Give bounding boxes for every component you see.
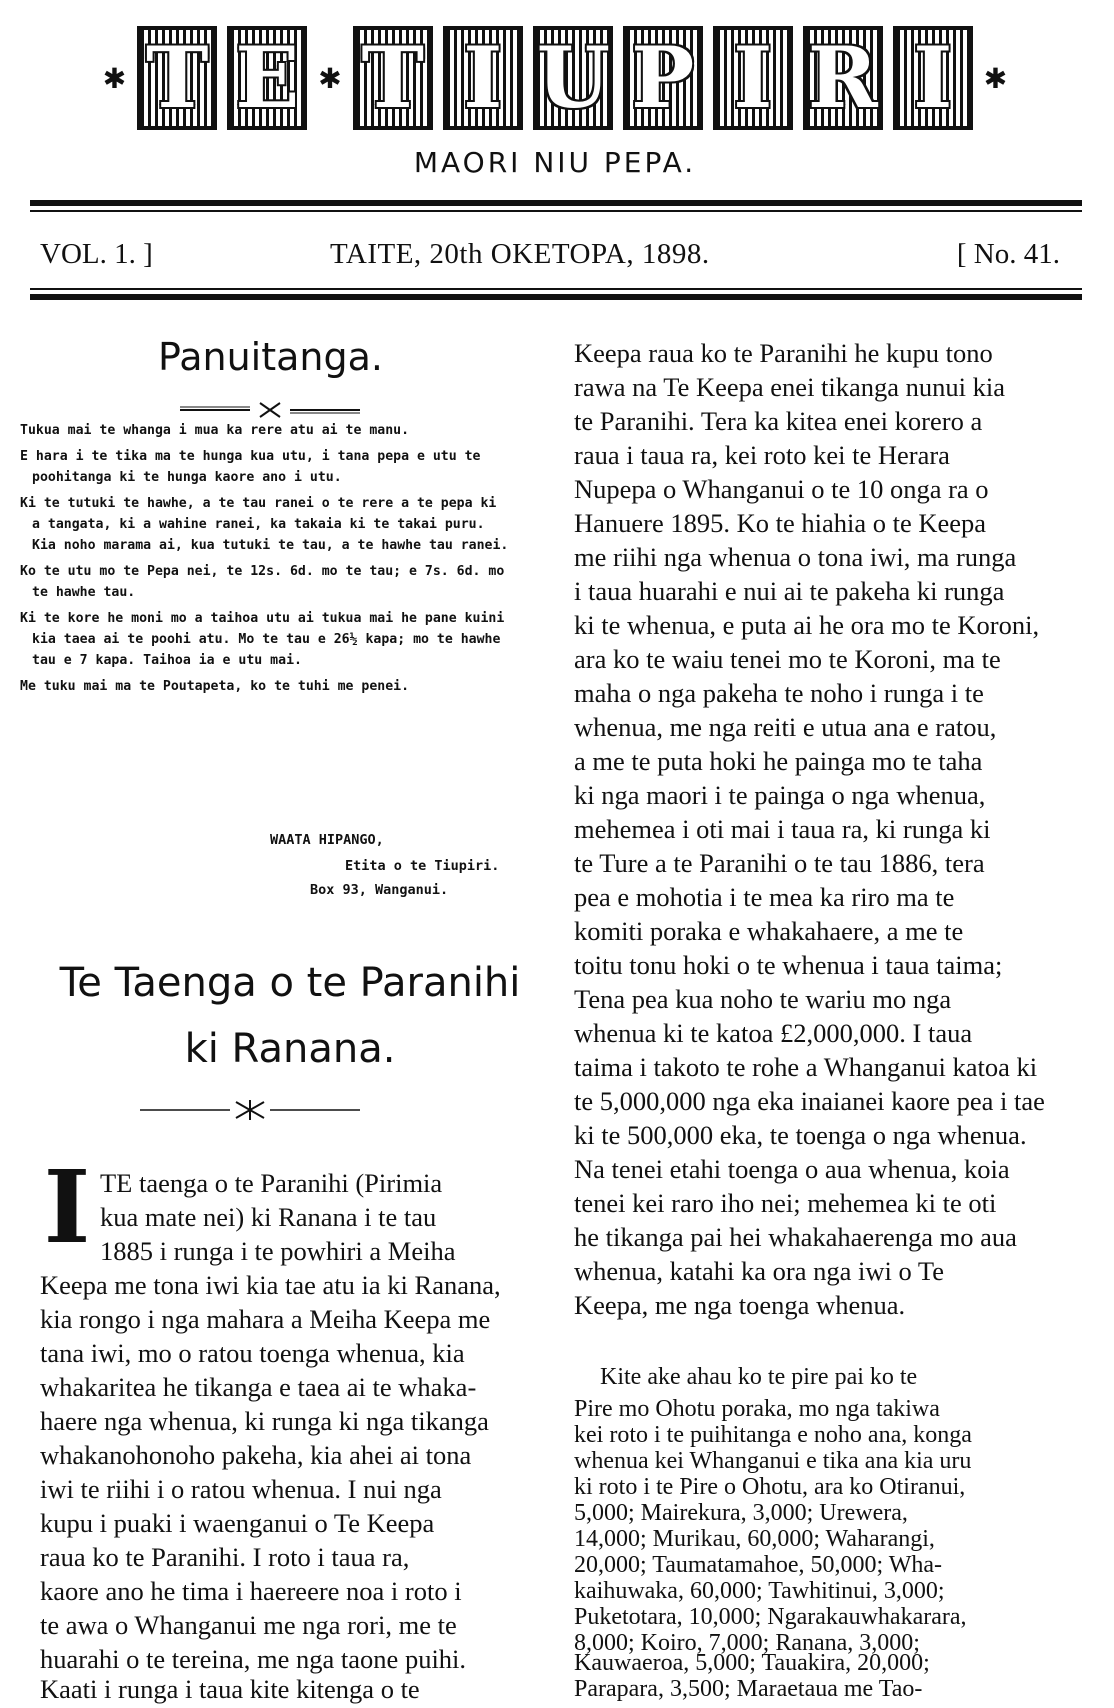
divider — [30, 288, 1082, 290]
masthead-letter: T — [137, 26, 217, 130]
divider — [30, 294, 1082, 300]
text-line: tenei kei raro iho nei; mehemea ki te oti — [574, 1188, 997, 1218]
text-line: te awa o Whanganui me nga rori, me te — [40, 1610, 457, 1640]
notice-paragraph: Tukua mai te whanga i mua ka rere atu ai te manu. — [20, 423, 410, 438]
issue-date: TAITE, 20th OKETOPA, 1898. — [330, 238, 710, 270]
star-ornament-icon: ✱ — [983, 61, 1008, 95]
volume-label: VOL. 1. ] — [40, 238, 153, 270]
text-line: 14,000; Murikau, 60,000; Waharangi, — [574, 1526, 935, 1552]
text-line: ki te 500,000 eka, te toenga o nga whenua. — [574, 1120, 1027, 1150]
text-line: Tena pea kua noho te wariu mo nga — [574, 984, 952, 1014]
ornament-divider-icon — [180, 400, 360, 420]
divider — [30, 210, 1082, 212]
text-line: 8,000; Koiro, 7,000; Ranana, 3,000; — [574, 1630, 920, 1656]
editor-address: Box 93, Wanganui. — [310, 882, 449, 898]
text-line: whenua, me nga reiti e utua ana e ratou, — [574, 712, 997, 742]
issue-number: [ No. 41. — [956, 238, 1060, 270]
masthead-subtitle: MAORI NIU PEPA. — [413, 146, 697, 179]
text-line: whenua ki te katoa £2,000,000. I taua — [574, 1018, 973, 1048]
text-line: Keepa me tona iwi kia tae atu ia ki Ranana, — [40, 1270, 501, 1300]
masthead-letter: P — [623, 26, 703, 130]
masthead-letter: E — [227, 26, 307, 130]
text-line: 5,000; Mairekura, 3,000; Urewera, — [574, 1500, 908, 1526]
notice-paragraph: Ki te kore he moni mo a taihoa utu ai tukua mai he pane kuini kia taea ai te poohi atu. Mo te tau e 26½ kapa; mo te hawhe tau e 7 kapa. Taihoa ia e utu mai. — [20, 611, 505, 668]
text-line: me riihi nga whenua o tona iwi, ma runga — [574, 542, 1017, 572]
text-line: ara ko te waiu tenei mo te Koroni, ma te — [574, 644, 1001, 674]
article-title-line: ki Ranana. — [184, 1026, 396, 1072]
text-line: Kauwaeroa, 5,000; Tauakira, 20,000; — [574, 1650, 930, 1676]
text-line: Keepa, me nga toenga whenua. — [574, 1290, 906, 1320]
masthead-title — [30, 18, 1080, 138]
notice-paragraph: E hara i te tika ma te hunga kua utu, i tana pepa e utu te poohitanga ki te hunga kaore ano i utu. — [20, 449, 481, 485]
text-line: Kaati i runga i taua kite kitenga o te — [40, 1674, 420, 1704]
text-line: Keepa raua ko te Paranihi he kupu tono — [574, 338, 993, 368]
article-title-line: Te Taenga o te Paranihi — [59, 960, 521, 1006]
text-line: Parapara, 3,500; Maraetaua me Tao- — [574, 1676, 923, 1702]
text-line: toitu tonu hoki o te whenua i taua taima; — [574, 950, 1003, 980]
text-line: pea e mohotia i te mea ka riro ma te — [574, 882, 955, 912]
text-line: ki roto i te Pire o Ohotu, ara ko Otiranui, — [574, 1474, 966, 1500]
text-line: 1885 i runga i te powhiri a Meiha — [100, 1236, 456, 1266]
editor-role: Etita o te Tiupiri. — [345, 858, 500, 874]
text-line: kei roto i te puihitanga e noho ana, konga — [574, 1422, 972, 1448]
text-line: Kite ake ahau ko te pire pai ko te — [600, 1364, 918, 1390]
text-line: raua i taua ra, kei roto kei te Herara — [574, 440, 950, 470]
notice-paragraph: Ki te tutuki te hawhe, a te tau ranei o te rere a te pepa ki a tangata, ki a wahine ranei, ka takaia ki te takai puru. Kia noho marama ai, kua tutuki te tau, a te hawhe tau ranei. — [20, 496, 509, 553]
text-line: whenua kei Whanganui e tika ana kia uru — [574, 1448, 972, 1474]
masthead-letter: T — [353, 26, 433, 130]
text-line: whakanohonoho pakeha, kia ahei ai tona — [40, 1440, 472, 1470]
text-line: rawa na Te Keepa enei tikanga nunui kia — [574, 372, 1006, 402]
text-line: haere nga whenua, ki runga ki nga tikanga — [40, 1406, 489, 1436]
text-line: komiti poraka e whakahaere, a me te — [574, 916, 964, 946]
text-line: i taua huarahi e nui ai te pakeha ki runga — [574, 576, 1005, 606]
text-line: Nupepa o Whanganui o te 10 onga ra o — [574, 474, 989, 504]
text-line: Hanuere 1895. Ko te hiahia o te Keepa — [574, 508, 987, 538]
text-line: ki te whenua, e puta ai he ora mo te Koroni, — [574, 610, 1040, 640]
text-line: raua ko te Paranihi. I roto i taua ra, — [40, 1542, 410, 1572]
notice-body — [20, 420, 510, 702]
text-line: te Paranihi. Tera ka kitea enei korero a — [574, 406, 983, 436]
text-line: tana iwi, mo o ratou toenga whenua, kia — [40, 1338, 465, 1368]
text-line: mehemea i oti mai i taua ra, ki runga ki — [574, 814, 991, 844]
text-line: he tikanga pai hei whakahaerenga mo aua — [574, 1222, 1017, 1252]
editor-name: WAATA HIPANGO, — [270, 832, 384, 848]
text-line: kaore ano he tima i haereere noa i roto i — [40, 1576, 462, 1606]
text-line: kua mate nei) ki Ranana i te tau — [100, 1202, 437, 1232]
text-line: kia rongo i nga mahara a Meiha Keepa me — [40, 1304, 491, 1334]
masthead-letter: R — [803, 26, 883, 130]
drop-cap: I — [43, 1148, 91, 1266]
text-line: iwi te riihi i o ratou whenua. I nui nga — [40, 1474, 442, 1504]
masthead-letter: U — [533, 26, 613, 130]
text-line: kaihuwaka, 60,000; Tawhitinui, 3,000; — [574, 1578, 945, 1604]
text-line: a me te puta hoki he painga mo te taha — [574, 746, 983, 776]
masthead-letter: I — [713, 26, 793, 130]
divider — [30, 200, 1082, 206]
text-line: kupu i puaki i waenganui o Te Keepa — [40, 1508, 435, 1538]
text-line: huarahi o te tereina, me nga taone puihi. — [40, 1644, 467, 1674]
text-line: Na tenei etahi toenga o aua whenua, koia — [574, 1154, 1010, 1184]
text-line: te 5,000,000 nga eka inaianei kaore pea i tae — [574, 1086, 1045, 1116]
star-ornament-icon: ✱ — [102, 61, 127, 95]
text-line: whenua, katahi ka ora nga iwi o Te — [574, 1256, 945, 1286]
notice-heading: Panuitanga. — [158, 335, 383, 379]
text-line: te Ture a te Paranihi o te tau 1886, tera — [574, 848, 985, 878]
ornament-divider-icon — [140, 1098, 360, 1122]
text-line: Pire mo Ohotu poraka, mo nga takiwa — [574, 1396, 940, 1422]
text-line: whakaritea he tikanga e taea ai te whaka- — [40, 1372, 477, 1402]
text-line: TE taenga o te Paranihi (Pirimia — [100, 1168, 443, 1198]
masthead-letter: I — [443, 26, 523, 130]
masthead — [30, 18, 1080, 179]
notice-paragraph: Me tuku mai ma te Poutapeta, ko te tuhi me penei. — [20, 679, 410, 694]
article-title — [40, 950, 540, 1082]
text-line: 20,000; Taumatamahoe, 50,000; Wha- — [574, 1552, 943, 1578]
masthead-letter: I — [893, 26, 973, 130]
text-line: taima i takoto te rohe a Whanganui katoa ki — [574, 1052, 1038, 1082]
dateline — [40, 238, 1060, 274]
notice-paragraph: Ko te utu mo te Pepa nei, te 12s. 6d. mo te tau; e 7s. 6d. mo te hawhe tau. — [20, 564, 505, 600]
star-ornament-icon: ✱ — [318, 61, 342, 95]
text-line: Puketotara, 10,000; Ngarakauwhakarara, — [574, 1604, 967, 1630]
text-line: maha o nga pakeha te noho i runga i te — [574, 678, 984, 708]
text-line: ki nga maori i te painga o nga whenua, — [574, 780, 986, 810]
